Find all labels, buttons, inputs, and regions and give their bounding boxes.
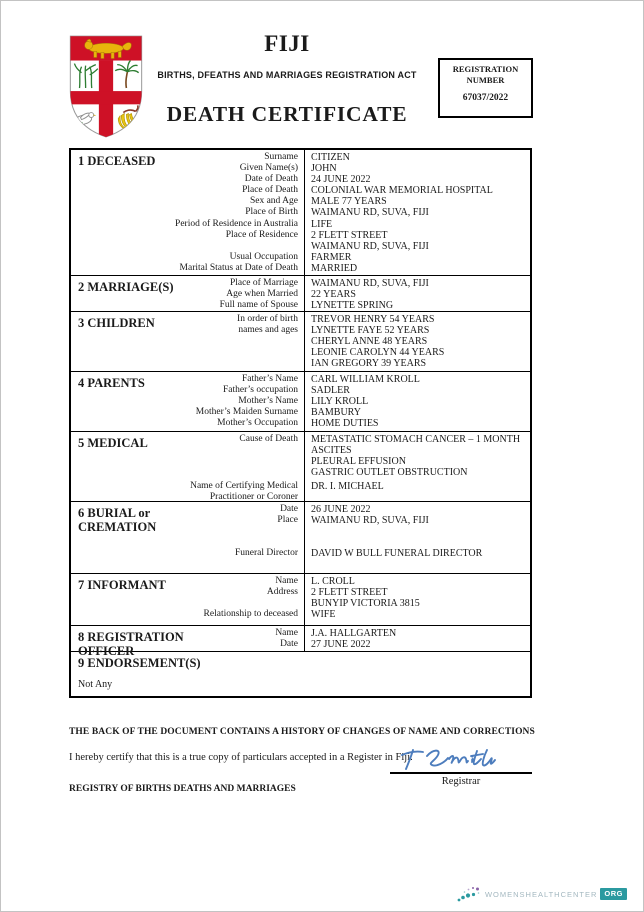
- field-value: CARL WILLIAM KROLL: [311, 374, 420, 385]
- field-label: [71, 598, 304, 609]
- field-value: METASTATIC STOMACH CANCER – 1 MONTH: [311, 434, 521, 445]
- field-value: LYNETTE FAYE 52 YEARS: [311, 325, 430, 337]
- field-value: ASCITES: [311, 445, 352, 457]
- field-value: WAIMANU RD, SUVA, FIJI: [311, 515, 429, 527]
- field-value: 22 YEARS: [311, 289, 356, 301]
- section-value-column: [305, 502, 530, 573]
- registry-name: REGISTRY OF BIRTHS DEATHS AND MARRIAGES: [69, 784, 296, 794]
- field-value: DAVID W BULL FUNERAL DIRECTOR: [311, 548, 483, 560]
- dots-swoosh-icon: [456, 884, 482, 904]
- field-value: JOHN: [311, 163, 337, 175]
- field-value: SADLER: [311, 385, 350, 397]
- field-label: [71, 336, 304, 347]
- field-label: Father’s Name: [241, 374, 298, 384]
- field-value: WAIMANU RD, SUVA, FIJI: [311, 207, 429, 219]
- field-label: [71, 358, 304, 369]
- endorsements-value: Not Any: [78, 679, 113, 690]
- field-label: Surname: [264, 152, 298, 162]
- spacer: [71, 537, 304, 548]
- field-label: Name: [275, 628, 298, 638]
- field-value: HOME DUTIES: [311, 418, 379, 430]
- section-label-column: [71, 574, 305, 625]
- country-title: FIJI: [264, 31, 310, 56]
- section-value-column: [305, 432, 530, 501]
- section-label-column: [71, 626, 305, 658]
- field-label: names and ages: [238, 325, 298, 336]
- field-value: FARMER: [311, 251, 352, 263]
- watermark-text: WOMENSHEALTHCENTER: [484, 889, 598, 899]
- section-4: [71, 371, 530, 431]
- watermark-org-badge: ORG: [600, 888, 627, 900]
- field-label: Place of Death: [242, 185, 298, 196]
- act-subtitle: BIRTHS, DFEATHS AND MARRIAGES REGISTRATION ACT: [157, 70, 417, 80]
- section-6: [71, 501, 530, 573]
- spacer: [311, 526, 530, 537]
- certificate-sections: [71, 150, 530, 658]
- field-value: LEONIE CAROLYN 44 YEARS: [311, 347, 445, 359]
- section-value-column: [305, 312, 530, 371]
- field-value: DR. I. MICHAEL: [311, 481, 384, 493]
- field-label: Address: [266, 587, 298, 598]
- field-value: BUNYIP VICTORIA 3815: [311, 598, 420, 610]
- certificate-table: [69, 148, 532, 698]
- field-label: Funeral Director: [234, 548, 298, 559]
- field-value: 2 FLETT STREET: [311, 587, 388, 599]
- field-label: Place of Birth: [245, 207, 298, 218]
- field-label: Father’s occupation: [222, 385, 298, 396]
- section-label-column: [71, 150, 305, 275]
- section-heading: 1 DECEASED: [78, 154, 156, 168]
- field-label: Full name of Spouse: [219, 300, 298, 311]
- registration-label-line1: REGISTRATION: [452, 64, 519, 74]
- field-value: 2 FLETT STREET: [311, 229, 388, 241]
- field-value: IAN GREGORY 39 YEARS: [311, 358, 427, 370]
- section-label-column: [71, 372, 305, 431]
- field-label: [71, 347, 304, 358]
- section-7: [71, 573, 530, 625]
- section-2: [71, 275, 530, 311]
- section-8: [71, 625, 530, 658]
- field-label: [71, 241, 304, 252]
- field-value: MARRIED: [311, 262, 358, 274]
- certify-statement: I hereby certify that this is a true copy of particulars accepted in a Register in Fiji.: [69, 752, 413, 763]
- section-value-column: [305, 276, 530, 311]
- field-value: WAIMANU RD, SUVA, FIJI: [311, 278, 429, 289]
- section-heading: 4 PARENTS: [78, 376, 145, 390]
- field-label: [71, 467, 304, 478]
- field-label: Practitioner or Coroner: [209, 492, 298, 503]
- section-label-column: [71, 432, 305, 501]
- section-heading: 3 CHILDREN: [78, 316, 155, 330]
- field-label: Given Name(s): [239, 163, 298, 174]
- field-label: Mother’s Occupation: [217, 418, 298, 429]
- field-label: Marital Status at Date of Death: [179, 262, 298, 273]
- registration-number: 67037/2022: [462, 93, 509, 103]
- field-value: L. CROLL: [311, 576, 355, 587]
- section-value-column: [305, 150, 530, 275]
- field-label: Relationship to deceased: [203, 609, 298, 620]
- field-label: In order of birth: [237, 314, 298, 324]
- field-label: Date: [280, 639, 298, 650]
- field-value: 26 JUNE 2022: [311, 504, 371, 515]
- section-heading: 8 REGISTRATION OFFICER: [78, 630, 184, 658]
- field-label: Mother’s Maiden Surname: [195, 407, 298, 418]
- field-label: Cause of Death: [239, 434, 298, 444]
- back-of-document-note: THE BACK OF THE DOCUMENT CONTAINS A HISTORY OF CHANGES OF NAME AND CORRECTIONS: [69, 727, 535, 737]
- field-value: MALE 77 YEARS: [311, 196, 387, 208]
- field-label: Date of Death: [244, 174, 298, 185]
- field-value: LYNETTE SPRING: [311, 300, 394, 312]
- watermark: [456, 884, 627, 904]
- field-value: CITIZEN: [311, 152, 350, 163]
- field-value: GASTRIC OUTLET OBSTRUCTION: [311, 467, 468, 479]
- registration-label-line2: NUMBER: [466, 74, 505, 85]
- field-value: CHERYL ANNE 48 YEARS: [311, 336, 428, 348]
- signature-line: [390, 772, 532, 774]
- section-label-column: [71, 502, 305, 573]
- section-label-column: [71, 312, 305, 371]
- field-label: Period of Residence in Australia: [175, 218, 298, 229]
- field-value: WIFE: [311, 609, 336, 621]
- field-label: Date: [280, 504, 298, 514]
- section-value-column: [305, 626, 530, 651]
- field-value: LILY KROLL: [311, 396, 369, 408]
- field-value: 24 JUNE 2022: [311, 174, 371, 186]
- section-heading: 7 INFORMANT: [78, 578, 166, 592]
- section-1: [71, 150, 530, 275]
- field-value: WAIMANU RD, SUVA, FIJI: [311, 240, 429, 252]
- field-label: Name of Certifying Medical: [190, 481, 298, 492]
- section-heading: 9 ENDORSEMENT(S): [78, 656, 201, 670]
- document-title: DEATH CERTIFICATE: [166, 102, 408, 126]
- field-value: PLEURAL EFFUSION: [311, 456, 406, 468]
- field-label: Age when Married: [226, 289, 298, 300]
- field-value: COLONIAL WAR MEMORIAL HOSPITAL: [311, 185, 493, 197]
- field-value: LIFE: [311, 218, 333, 230]
- field-value: 27 JUNE 2022: [311, 639, 371, 651]
- registration-number-box: [438, 58, 533, 118]
- field-value: TREVOR HENRY 54 YEARS: [311, 314, 435, 325]
- field-label: Place of Residence: [225, 229, 298, 240]
- spacer: [311, 537, 530, 548]
- field-label: Place of Marriage: [229, 278, 298, 288]
- signature-role-label: Registrar: [441, 776, 481, 787]
- section-heading: 6 BURIAL or CREMATION: [78, 506, 157, 534]
- field-label: Place: [277, 515, 298, 526]
- section-heading: 5 MEDICAL: [78, 436, 148, 450]
- section-5: [71, 431, 530, 501]
- field-label: Mother’s Name: [238, 396, 298, 407]
- field-value: J.A. HALLGARTEN: [311, 628, 397, 639]
- section-3: [71, 311, 530, 371]
- section-heading: 2 MARRIAGE(S): [78, 280, 174, 294]
- field-label: Name: [275, 576, 298, 586]
- section-value-column: [305, 372, 530, 431]
- registrar-signature: [399, 746, 517, 774]
- field-label: Usual Occupation: [229, 251, 298, 262]
- section-label-column: [71, 276, 305, 311]
- section-value-column: [305, 574, 530, 625]
- field-label: [71, 456, 304, 467]
- field-label: Sex and Age: [249, 196, 298, 207]
- field-value: BAMBURY: [311, 407, 362, 419]
